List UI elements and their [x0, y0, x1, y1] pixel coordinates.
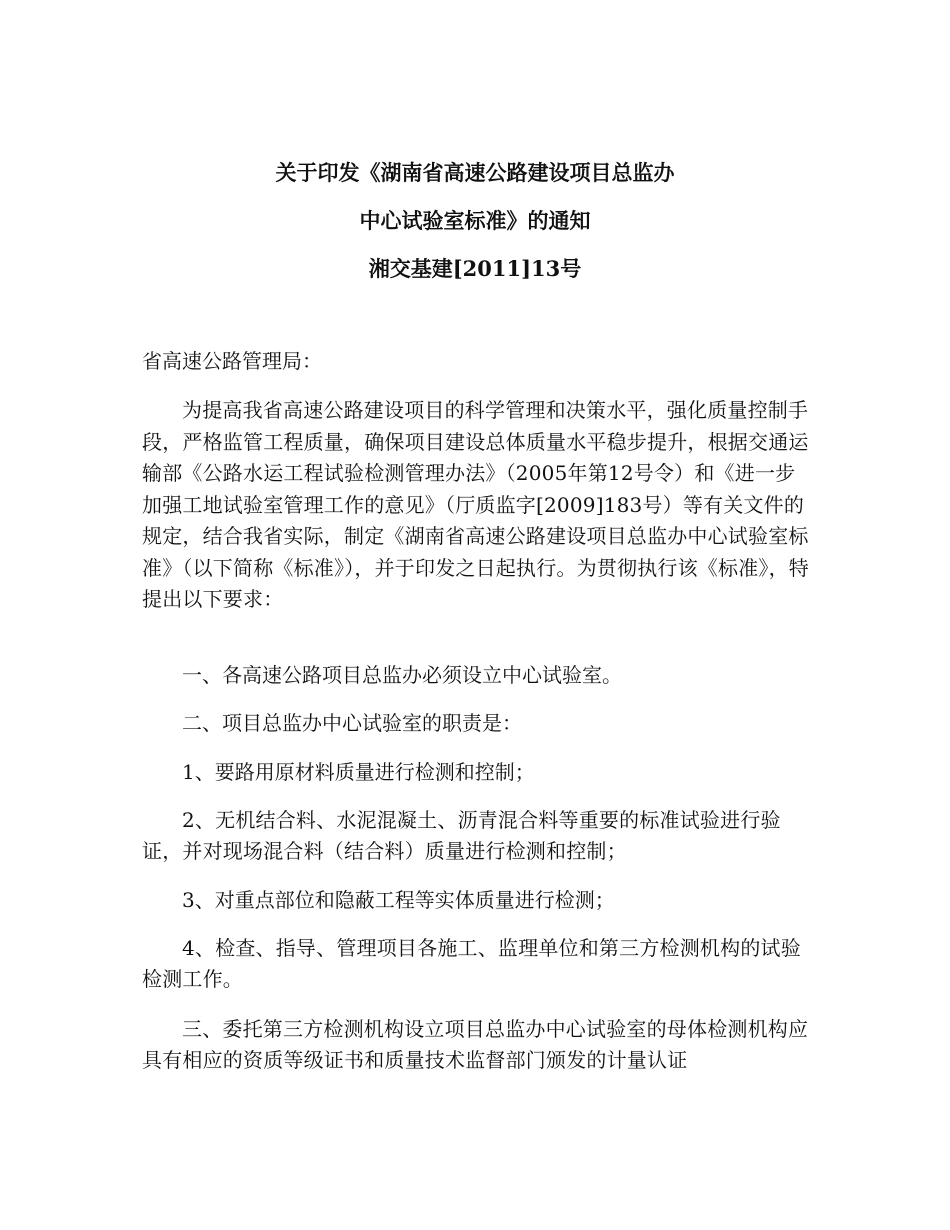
paragraph-item-1: 一、各高速公路项目总监办必须设立中心试验室。: [182, 663, 622, 687]
paragraph-duty-4: 4、检查、指导、管理项目各施工、监理单位和第三方检测机构的试验检测工作。: [142, 936, 801, 991]
paragraph-duty-3: 3、对重点部位和隐蔽工程等实体质量进行检测；: [182, 888, 615, 912]
paragraph-intro: 为提高我省高速公路建设项目的科学管理和决策水平，强化质量控制手段，严格监管工程质量，确保项目建设总体质量水平稳步提升，根据交通运输部《公路水运工程试验检测管理办法》（2005年第12号令）和《进一步加强工地试验室管理工作的意见》（厅质监字[2009]183号）等有关文件的规定，结合我省实际，制定《湖南省高速公路建设项目总监办中心试验室标准》（以下简称《标准》），并于印发之日起执行。为贯彻执行该《标准》，特提出以下要求：: [142, 398, 809, 611]
document-title-line-2: 中心试验室标准》的通知: [359, 208, 591, 233]
paragraph-duty-2: 2、无机结合料、水泥混凝土、沥青混合料等重要的标准试验进行验证，并对现场混合料（结合料）质量进行检测和控制；: [142, 808, 781, 863]
document-number: 湘交基建[2011]13号: [368, 256, 582, 281]
document-title-line-1: 关于印发《湖南省高速公路建设项目总监办: [275, 160, 675, 185]
paragraph-item-3: 三、委托第三方检测机构设立项目总监办中心试验室的母体检测机构应具有相应的资质等级证书和质量技术监督部门颁发的计量认证: [142, 1017, 809, 1072]
addressee: 省高速公路管理局：: [142, 349, 322, 373]
paragraph-duty-1: 1、要路用原材料质量进行检测和控制；: [182, 760, 535, 784]
paragraph-item-2: 二、项目总监办中心试验室的职责是：: [182, 711, 522, 735]
